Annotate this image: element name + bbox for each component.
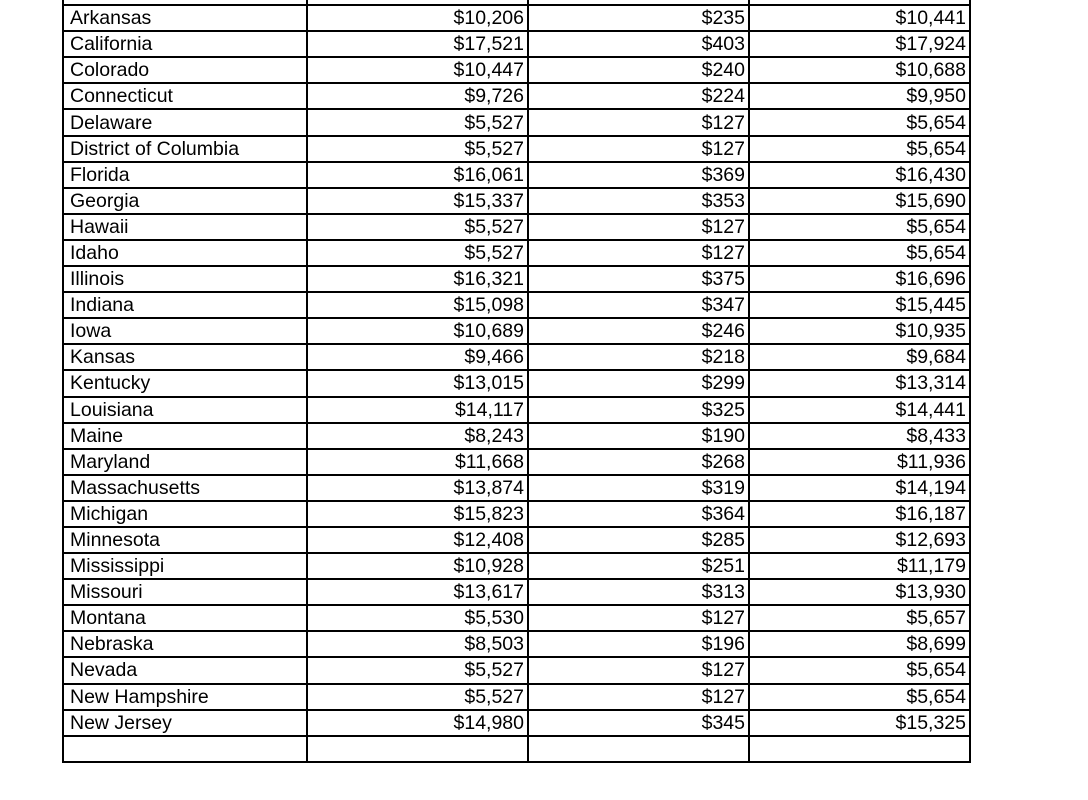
table-row xyxy=(63,684,970,710)
table-row xyxy=(63,83,970,109)
amount-cell: $319 xyxy=(528,475,749,501)
state-name-cell: Indiana xyxy=(63,292,307,318)
amount-cell: $15,823 xyxy=(307,501,528,527)
table-row xyxy=(63,370,970,396)
amount-cell: $285 xyxy=(528,527,749,553)
amount-cell: $127 xyxy=(528,109,749,135)
amount-cell: $375 xyxy=(528,266,749,292)
total-cell: $5,654 xyxy=(749,214,970,240)
table-row xyxy=(63,162,970,188)
table-body xyxy=(63,0,970,762)
total-cell: $8,699 xyxy=(749,631,970,657)
table-row xyxy=(63,605,970,631)
total-cell: $9,684 xyxy=(749,344,970,370)
amount-cell: $5,527 xyxy=(307,214,528,240)
total-cell: $8,433 xyxy=(749,423,970,449)
state-name-cell: Florida xyxy=(63,162,307,188)
amount-cell: $224 xyxy=(528,83,749,109)
amount-cell: $325 xyxy=(528,397,749,423)
amount-cell: $251 xyxy=(528,553,749,579)
table-row xyxy=(63,136,970,162)
total-cell: $10,441 xyxy=(749,5,970,31)
amount-cell: $369 xyxy=(528,162,749,188)
state-name-cell: Louisiana xyxy=(63,397,307,423)
amount-cell: $127 xyxy=(528,684,749,710)
amount-cell: $14,980 xyxy=(307,710,528,736)
state-name-cell: California xyxy=(63,31,307,57)
amount-cell: $268 xyxy=(528,449,749,475)
amount-cell xyxy=(528,736,749,762)
amount-cell: $364 xyxy=(528,501,749,527)
total-cell: $16,187 xyxy=(749,501,970,527)
spreadsheet-table-region xyxy=(62,0,969,763)
amount-cell: $240 xyxy=(528,57,749,83)
amount-cell: $218 xyxy=(528,344,749,370)
state-name-cell: Nebraska xyxy=(63,631,307,657)
state-name-cell: Maryland xyxy=(63,449,307,475)
total-cell: $11,179 xyxy=(749,553,970,579)
amount-cell: $12,408 xyxy=(307,527,528,553)
total-cell: $10,935 xyxy=(749,318,970,344)
amount-cell: $5,527 xyxy=(307,240,528,266)
state-name-cell: Montana xyxy=(63,605,307,631)
total-cell: $13,314 xyxy=(749,370,970,396)
state-name-cell: Minnesota xyxy=(63,527,307,553)
state-name-cell: Illinois xyxy=(63,266,307,292)
amount-cell: $8,503 xyxy=(307,631,528,657)
table-row xyxy=(63,31,970,57)
table-row xyxy=(63,475,970,501)
table-row xyxy=(63,501,970,527)
amount-cell: $127 xyxy=(528,240,749,266)
amount-cell: $246 xyxy=(528,318,749,344)
amount-cell: $9,466 xyxy=(307,344,528,370)
state-name-cell: Georgia xyxy=(63,188,307,214)
total-cell: $5,657 xyxy=(749,605,970,631)
amount-cell: $347 xyxy=(528,292,749,318)
total-cell: $15,325 xyxy=(749,710,970,736)
total-cell: $16,430 xyxy=(749,162,970,188)
state-name-cell: Michigan xyxy=(63,501,307,527)
state-name-cell: Iowa xyxy=(63,318,307,344)
total-cell: $15,690 xyxy=(749,188,970,214)
amount-cell: $299 xyxy=(528,370,749,396)
state-amounts-table xyxy=(62,0,971,763)
amount-cell: $127 xyxy=(528,214,749,240)
amount-cell: $8,243 xyxy=(307,423,528,449)
table-row xyxy=(63,527,970,553)
table-row xyxy=(63,188,970,214)
amount-cell: $5,527 xyxy=(307,684,528,710)
amount-cell: $17,521 xyxy=(307,31,528,57)
amount-cell: $190 xyxy=(528,423,749,449)
table-row xyxy=(63,109,970,135)
state-name-cell: Colorado xyxy=(63,57,307,83)
amount-cell: $10,928 xyxy=(307,553,528,579)
table-row xyxy=(63,553,970,579)
state-name-cell: Arkansas xyxy=(63,5,307,31)
state-name-cell: Connecticut xyxy=(63,83,307,109)
state-name-cell: Idaho xyxy=(63,240,307,266)
state-name-cell: Kansas xyxy=(63,344,307,370)
amount-cell: $9,726 xyxy=(307,83,528,109)
amount-cell: $11,668 xyxy=(307,449,528,475)
amount-cell: $127 xyxy=(528,136,749,162)
state-name-cell: New Hampshire xyxy=(63,684,307,710)
total-cell: $5,654 xyxy=(749,136,970,162)
amount-cell: $14,117 xyxy=(307,397,528,423)
total-cell: $9,950 xyxy=(749,83,970,109)
total-cell: $5,654 xyxy=(749,657,970,683)
total-cell: $5,654 xyxy=(749,240,970,266)
state-name-cell: Hawaii xyxy=(63,214,307,240)
amount-cell xyxy=(307,736,528,762)
table-row xyxy=(63,57,970,83)
amount-cell: $13,617 xyxy=(307,579,528,605)
amount-cell: $10,689 xyxy=(307,318,528,344)
amount-cell: $5,530 xyxy=(307,605,528,631)
total-cell: $16,696 xyxy=(749,266,970,292)
amount-cell: $10,447 xyxy=(307,57,528,83)
table-row xyxy=(63,657,970,683)
amount-cell: $13,015 xyxy=(307,370,528,396)
amount-cell: $16,321 xyxy=(307,266,528,292)
amount-cell: $15,337 xyxy=(307,188,528,214)
table-row xyxy=(63,423,970,449)
amount-cell: $403 xyxy=(528,31,749,57)
total-cell: $13,930 xyxy=(749,579,970,605)
state-name-cell xyxy=(63,736,307,762)
amount-cell: $235 xyxy=(528,5,749,31)
amount-cell: $15,098 xyxy=(307,292,528,318)
table-row xyxy=(63,240,970,266)
table-row xyxy=(63,449,970,475)
table-row xyxy=(63,266,970,292)
amount-cell: $16,061 xyxy=(307,162,528,188)
amount-cell: $127 xyxy=(528,657,749,683)
total-cell: $17,924 xyxy=(749,31,970,57)
state-name-cell: Kentucky xyxy=(63,370,307,396)
amount-cell: $127 xyxy=(528,605,749,631)
amount-cell: $13,874 xyxy=(307,475,528,501)
amount-cell: $5,527 xyxy=(307,657,528,683)
total-cell xyxy=(749,736,970,762)
table-row xyxy=(63,710,970,736)
state-name-cell: Massachusetts xyxy=(63,475,307,501)
amount-cell: $10,206 xyxy=(307,5,528,31)
table-row xyxy=(63,318,970,344)
table-row xyxy=(63,631,970,657)
amount-cell: $5,527 xyxy=(307,136,528,162)
table-row xyxy=(63,5,970,31)
total-cell: $11,936 xyxy=(749,449,970,475)
table-row xyxy=(63,344,970,370)
total-cell: $5,654 xyxy=(749,109,970,135)
table-row xyxy=(63,579,970,605)
table-row xyxy=(63,736,970,762)
amount-cell: $353 xyxy=(528,188,749,214)
state-name-cell: New Jersey xyxy=(63,710,307,736)
state-name-cell: Mississippi xyxy=(63,553,307,579)
total-cell: $15,445 xyxy=(749,292,970,318)
total-cell: $5,654 xyxy=(749,684,970,710)
state-name-cell: Nevada xyxy=(63,657,307,683)
amount-cell: $313 xyxy=(528,579,749,605)
amount-cell: $345 xyxy=(528,710,749,736)
total-cell: $14,194 xyxy=(749,475,970,501)
state-name-cell: Delaware xyxy=(63,109,307,135)
total-cell: $10,688 xyxy=(749,57,970,83)
table-row xyxy=(63,397,970,423)
table-row xyxy=(63,214,970,240)
amount-cell: $5,527 xyxy=(307,109,528,135)
table-row xyxy=(63,292,970,318)
total-cell: $14,441 xyxy=(749,397,970,423)
state-name-cell: District of Columbia xyxy=(63,136,307,162)
total-cell: $12,693 xyxy=(749,527,970,553)
amount-cell: $196 xyxy=(528,631,749,657)
state-name-cell: Missouri xyxy=(63,579,307,605)
state-name-cell: Maine xyxy=(63,423,307,449)
